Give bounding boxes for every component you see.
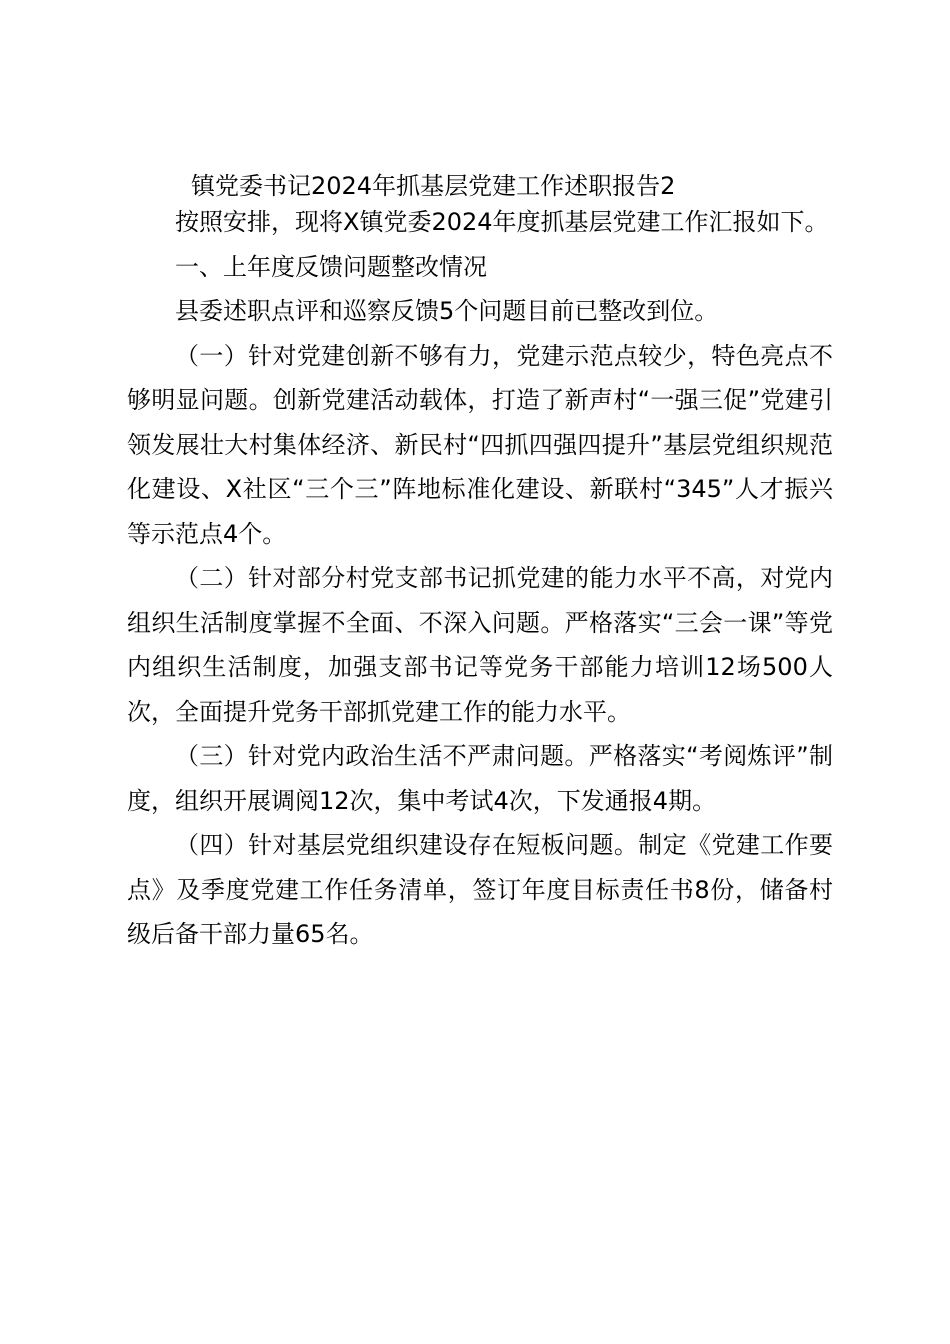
section-heading: 一、上年度反馈问题整改情况 (175, 252, 487, 281)
document-page (127, 170, 833, 957)
summary-paragraph: 县委述职点评和巡察反馈5个问题目前已整改到位。 (175, 297, 719, 325)
intro-paragraph: 按照安排，现将X镇党委2024年度抓基层党建工作汇报如下。 (175, 208, 829, 236)
item-4-paragraph: （四）针对基层党组织建设存在短板问题。制定《党建工作要点》及季度党建工作任务清单，签订年度目标责任书8份，储备村级后备干部力量65名。 (127, 831, 833, 948)
item-1-paragraph: （一）针对党建创新不够有力，党建示范点较少，特色亮点不够明显问题。创新党建活动载体，打造了新声村“一强三促”党建引领发展壮大村集体经济、新民村“四抓四强四提升”基层党组织规范化建设、X社区“三个三”阵地标准化建设、新联村“345”人才振兴等示范点4个。 (127, 341, 833, 548)
item-3-paragraph: （三）针对党内政治生活不严肃问题。严格落实“考阅炼评”制度，组织开展调阅12次，集中考试4次，下发通报4期。 (127, 742, 833, 815)
item-2-paragraph: （二）针对部分村党支部书记抓党建的能力水平不高，对党内组织生活制度掌握不全面、不深入问题。严格落实“三会一课”等党内组织生活制度，加强支部书记等党务干部能力培训12场500人次，全面提升党务干部抓党建工作的能力水平。 (127, 564, 833, 726)
document-title: 镇党委书记2024年抓基层党建工作述职报告2 (191, 172, 676, 200)
